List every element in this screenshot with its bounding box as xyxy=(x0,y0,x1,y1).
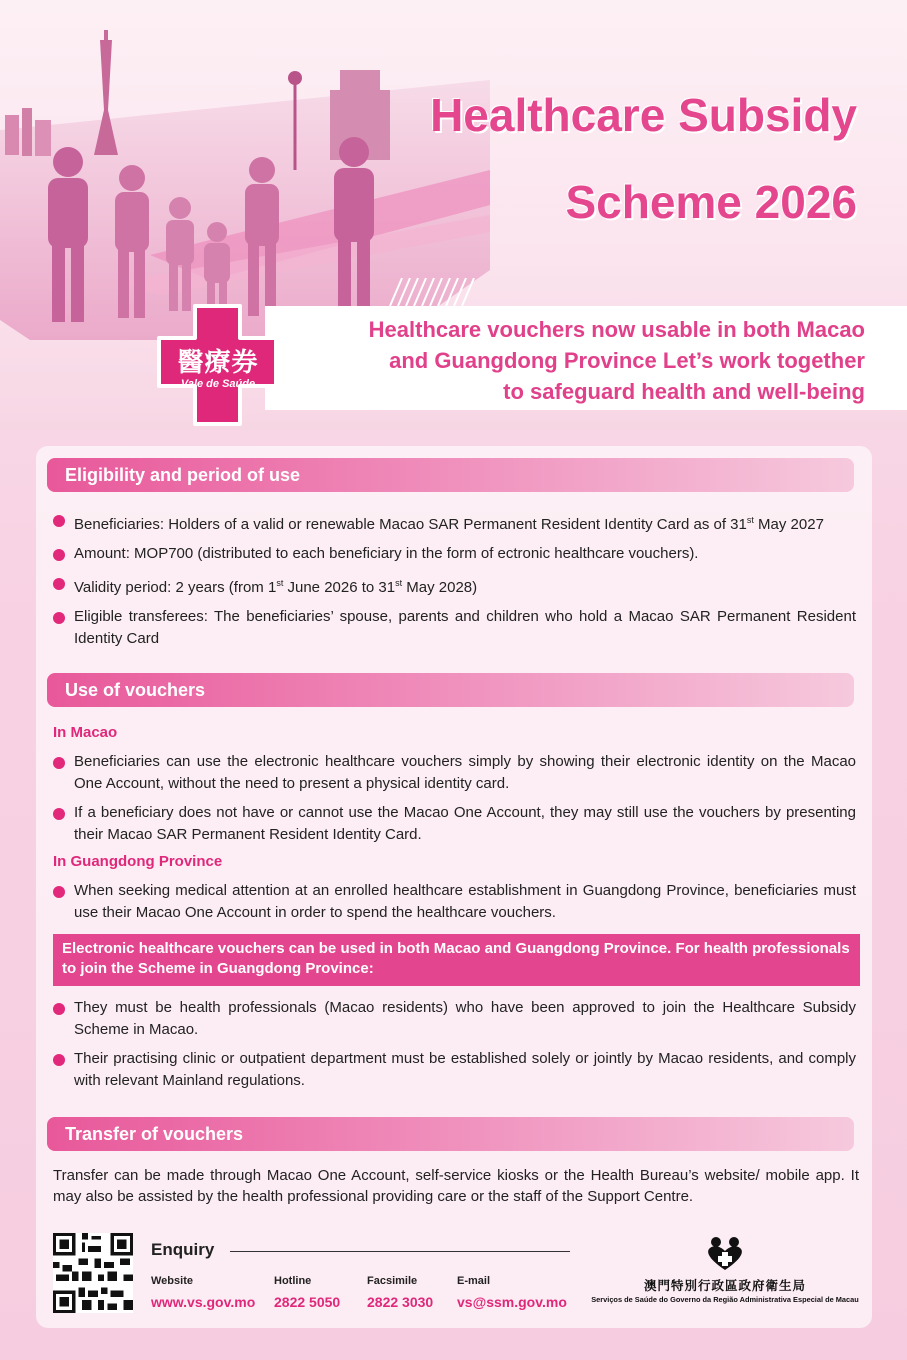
transfer-text: Transfer can be made through Macao One Account, self-service kiosks or the Health Bureau’s website/ mobile app. It may also be assisted by the health professional providing care or the staff of the Support Centre. xyxy=(53,1167,859,1205)
guangdong-list xyxy=(52,880,856,931)
email-label: E-mail xyxy=(457,1275,491,1287)
hotline-number[interactable]: 2822 5050 xyxy=(274,1294,341,1310)
list-item: Beneficiaries can use the electronic healthcare vouchers simply by showing their electronic identity on the Macao One Account, without the need to present a physical identity card. xyxy=(52,751,856,795)
logo-portuguese-text: Vale de Saúde xyxy=(180,378,256,390)
list-item: Beneficiaries: Holders of a valid or renewable Macao SAR Permanent Resident Identity Card as of 31st May 2027 xyxy=(52,509,856,536)
highlight-box: Electronic healthcare vouchers can be used in both Macao and Guangdong Province. For health professionals to join the Scheme in Guangdong Province: xyxy=(53,934,860,986)
website-label: Website xyxy=(151,1275,193,1287)
macao-list xyxy=(52,751,856,853)
website-link[interactable]: www.vs.gov.mo xyxy=(151,1294,256,1310)
poster-title xyxy=(297,72,857,247)
hotline-contact xyxy=(274,1275,340,1310)
website-contact xyxy=(151,1275,255,1310)
tagline-line-2: and Guangdong Province Let’s work together xyxy=(389,348,865,374)
fax-number: 2822 3030 xyxy=(367,1294,434,1310)
subheading-guangdong: In Guangdong Province xyxy=(53,853,223,870)
list-item: Validity period: 2 years (from 1st June 2026 to 31st May 2028) xyxy=(52,572,856,599)
tagline-line-3: to safeguard health and well-being xyxy=(503,379,865,405)
section-heading-eligibility: Eligibility and period of use xyxy=(47,458,854,492)
email-contact xyxy=(457,1275,567,1310)
fax-label: Facsimile xyxy=(367,1275,418,1287)
voucher-logo xyxy=(150,300,285,430)
health-bureau-emblem-icon xyxy=(705,1236,745,1272)
hero-banner xyxy=(0,0,907,430)
list-item: When seeking medical attention at an enrolled healthcare establishment in Guangdong Province, beneficiaries must use their Macao One Account in order to spend the healthcare vouchers. xyxy=(52,880,856,924)
section-heading-transfer: Transfer of vouchers xyxy=(47,1117,854,1151)
list-item: They must be health professionals (Macao residents) who have been approved to join the Healthcare Subsidy Scheme in Macao. xyxy=(52,997,856,1041)
agency-name-portuguese: Serviços de Saúde do Governo da Região Administrativa Especial de Macau xyxy=(591,1295,859,1304)
health-bureau-logo xyxy=(590,1236,860,1308)
fax-contact xyxy=(367,1275,433,1310)
list-item: Their practising clinic or outpatient department must be established solely or jointly by Macao residents, and comply with relevant Mainland regulations. xyxy=(52,1048,856,1092)
tagline xyxy=(265,314,865,408)
hotline-label: Hotline xyxy=(274,1275,312,1287)
decorative-hatch xyxy=(380,278,500,306)
health-professional-list xyxy=(52,997,856,1099)
logo-chinese-text: 醫療券 xyxy=(177,348,259,378)
list-item: Amount: MOP700 (distributed to each beneficiary in the form of ectronic healthcare vouchers). xyxy=(52,543,856,565)
list-item: If a beneficiary does not have or cannot use the Macao One Account, they may still use the vouchers by presenting their Macao SAR Permanent Resident Identity Card. xyxy=(52,802,856,846)
section-heading-use: Use of vouchers xyxy=(47,673,854,707)
title-line-2: Scheme 2026 xyxy=(565,176,857,229)
enquiry-label: Enquiry xyxy=(151,1240,215,1259)
subheading-macao: In Macao xyxy=(53,724,118,741)
agency-name-chinese: 澳門特別行政區政府衛生局 xyxy=(643,1278,806,1293)
qr-code-icon[interactable] xyxy=(53,1233,133,1313)
list-item: Eligible transferees: The beneficiaries’ spouse, parents and children who hold a Macao SAR Permanent Resident Identity Card xyxy=(52,606,856,650)
divider xyxy=(230,1251,570,1252)
tagline-line-1: Healthcare vouchers now usable in both Macao xyxy=(368,317,865,342)
title-line-1: Healthcare Subsidy xyxy=(430,89,857,141)
eligibility-list xyxy=(52,509,856,657)
email-link[interactable]: vs@ssm.gov.mo xyxy=(457,1294,567,1310)
